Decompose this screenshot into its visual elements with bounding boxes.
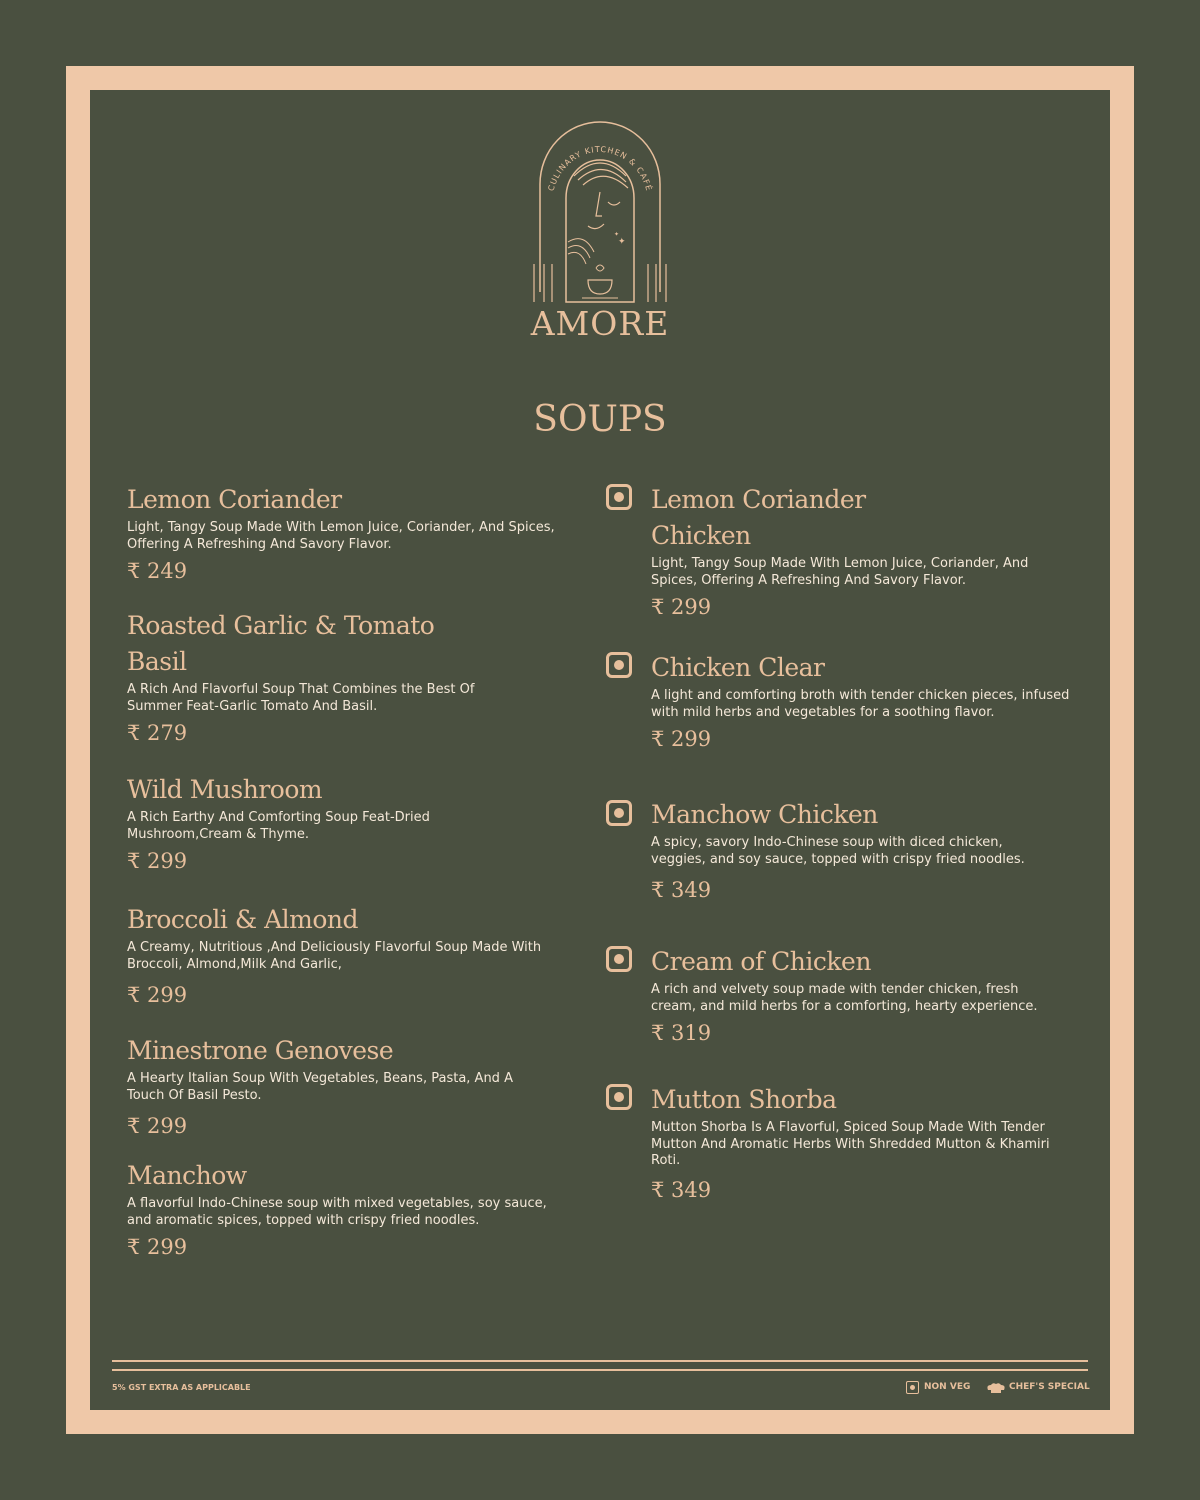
item-description: A Creamy, Nutritious ,And Deliciously Flavorful Soup Made With Broccoli, Almond,Milk And Garlic, [127,940,542,972]
svg-text:CULINARY KITCHEN & CAFÉ [547,145,656,192]
menu-item [651,1082,1061,1204]
item-price: ₹ 319 [651,1021,712,1045]
item-price: ₹ 349 [651,1177,712,1202]
item-name: Manchow Chicken [651,800,878,829]
non-veg-icon [606,484,632,510]
menu-item [127,772,507,875]
item-description: Mutton Shorba Is A Flavorful, Spiced Soup Made With Tender Mutton And Aromatic Herbs With Shredded Mutton & Khamiri Roti. [651,1120,1050,1168]
item-name: Wild Mushroom [127,775,323,804]
item-description: A Hearty Italian Soup With Vegetables, Beans, Pasta, And A Touch Of Basil Pesto. [127,1071,513,1103]
menu-item [651,482,1071,621]
item-description: Light, Tangy Soup Made With Lemon Juice, Coriander, And Spices, Offering A Refreshing And Savory Flavor. [651,556,1029,588]
legend-non-veg-label: NON VEG [924,1382,971,1392]
menu-item [651,797,1051,904]
brand-arc-text: CULINARY KITCHEN & CAFÉ [546,144,654,193]
svg-text:✦: ✦ [618,237,626,247]
menu-item [127,1158,567,1261]
footer-divider [112,1360,1088,1362]
brand-logo [530,112,670,312]
non-veg-icon [606,652,632,678]
non-veg-icon [606,1084,632,1110]
non-veg-icon [606,946,632,972]
tax-note: 5% GST EXTRA AS APPLICABLE [112,1383,251,1392]
item-price: ₹ 299 [127,1235,188,1259]
item-description: A rich and velvety soup made with tender chicken, fresh cream, and mild herbs for a comforting, hearty experience. [651,982,1038,1014]
item-description: Light, Tangy Soup Made With Lemon Juice, Coriander, And Spices, Offering A Refreshing And Savory Flavor. [127,520,555,552]
item-price: ₹ 249 [127,559,188,583]
item-price: ₹ 299 [127,1114,188,1138]
menu-item [127,482,567,585]
item-description: A Rich And Flavorful Soup That Combines the Best Of Summer Feat-Garlic Tomato And Basil. [127,682,475,714]
item-price: ₹ 299 [127,849,188,873]
item-name: Chicken Clear [651,653,825,682]
menu-item [127,608,487,747]
chef-hat-icon [986,1382,1006,1394]
brand-name: AMORE [530,304,670,343]
item-price: ₹ 299 [651,595,712,619]
item-name: Lemon Coriander [127,485,342,514]
item-description: A spicy, savory Indo-Chinese soup with diced chicken, veggies, and soy sauce, topped with crispy fried noodles. [651,835,1025,867]
item-price: ₹ 279 [127,721,188,745]
legend-chef-special-label: CHEF'S SPECIAL [1009,1382,1090,1392]
menu-item [651,944,1061,1047]
item-description: A Rich Earthy And Comforting Soup Feat-Dried Mushroom,Cream & Thyme. [127,810,430,842]
item-description: A flavorful Indo-Chinese soup with mixed vegetables, soy sauce, and aromatic spices, topped with crispy fried noodles. [127,1196,547,1228]
item-name: Lemon Coriander Chicken [651,485,866,550]
svg-text:✦: ✦ [614,231,620,238]
item-price: ₹ 349 [651,878,712,902]
item-name: Minestrone Genovese [127,1036,394,1065]
footer-divider [112,1369,1088,1371]
non-veg-icon [606,800,632,826]
item-name: Roasted Garlic & Tomato Basil [127,611,435,676]
item-name: Cream of Chicken [651,947,871,976]
menu-item [127,902,547,1009]
item-price: ₹ 299 [651,727,712,751]
item-name: Mutton Shorba [651,1085,837,1114]
item-description: A light and comforting broth with tender chicken pieces, infused with mild herbs and vegetables for a soothing flavor. [651,688,1070,720]
menu-item [127,1033,537,1140]
item-name: Manchow [127,1161,247,1190]
section-title: SOUPS [533,399,667,440]
legend-non-veg-icon [906,1381,919,1394]
item-name: Broccoli & Almond [127,905,358,934]
item-price: ₹ 299 [127,983,188,1007]
menu-item [651,650,1081,753]
